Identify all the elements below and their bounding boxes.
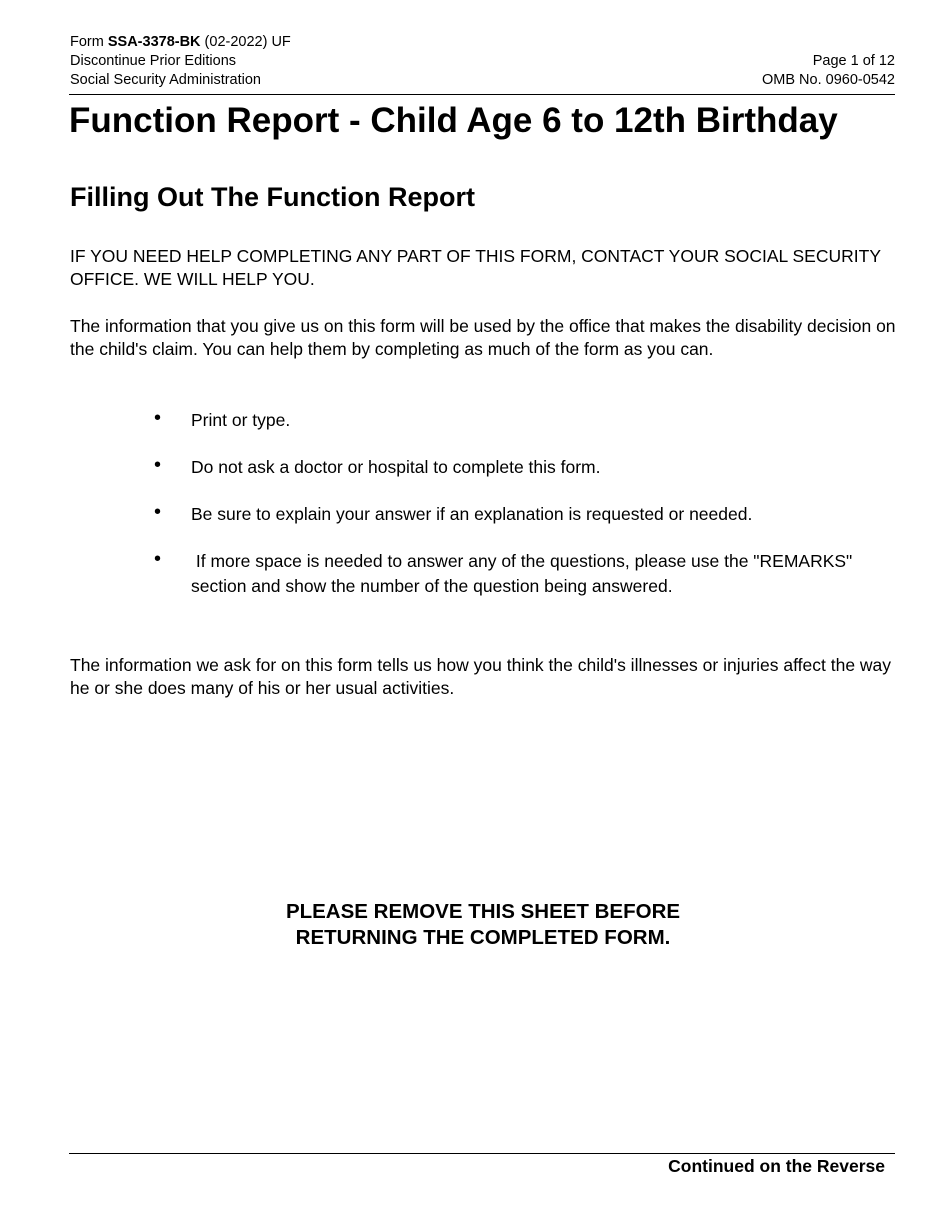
bullet-icon: • bbox=[154, 454, 162, 476]
footer-divider bbox=[69, 1153, 895, 1154]
list-item bbox=[150, 455, 870, 480]
list-item-text: Be sure to explain your answer if an explanation is requested or needed. bbox=[191, 504, 753, 524]
bullet-icon: • bbox=[154, 501, 162, 523]
form-number: SSA-3378-BK bbox=[107, 34, 201, 50]
bullet-icon: • bbox=[154, 407, 162, 429]
list-item bbox=[150, 502, 870, 527]
page-title: Function Report - Child Age 6 to 12th Birthday bbox=[69, 101, 838, 140]
instruction-list bbox=[150, 408, 870, 621]
bullet-icon: • bbox=[154, 548, 162, 570]
form-header-left bbox=[70, 33, 291, 90]
omb-number: OMB No. 0960-0542 bbox=[762, 72, 895, 88]
list-item-text: Print or type. bbox=[191, 410, 291, 430]
continued-note: Continued on the Reverse bbox=[668, 1156, 885, 1176]
usage-paragraph: The information we ask for on this form tells us how you think the child's illnesses or injuries affect the way he or she does many of his or her usual activities. bbox=[70, 655, 892, 698]
info-paragraph: The information that you give us on this form will be used by the office that makes the disability decision on the child's claim. You can help them by completing as much of the form as you can. bbox=[70, 316, 896, 359]
form-edition: (02-2022) UF bbox=[200, 34, 291, 50]
list-item-text: If more space is needed to answer any of the questions, please use the "REMARKS" section and show the number of the question being answered. bbox=[191, 551, 858, 596]
list-item-text: Do not ask a doctor or hospital to complete this form. bbox=[191, 457, 601, 477]
remove-sheet-notice bbox=[0, 899, 950, 951]
list-item bbox=[150, 408, 870, 433]
agency-name: Social Security Administration bbox=[70, 72, 261, 88]
notice-line-1: PLEASE REMOVE THIS SHEET BEFORE bbox=[285, 900, 681, 923]
form-header-right bbox=[762, 52, 895, 90]
discontinue-note: Discontinue Prior Editions bbox=[70, 53, 237, 69]
form-prefix: Form bbox=[70, 34, 108, 50]
form-id-line bbox=[70, 33, 291, 52]
list-item bbox=[150, 549, 870, 599]
notice-line-2: RETURNING THE COMPLETED FORM. bbox=[295, 926, 671, 949]
section-heading: Filling Out The Function Report bbox=[70, 182, 475, 212]
help-paragraph: IF YOU NEED HELP COMPLETING ANY PART OF THIS FORM, CONTACT YOUR SOCIAL SECURITY OFFICE. WE WILL HELP YOU. bbox=[70, 246, 881, 289]
header-divider bbox=[69, 94, 895, 95]
page-number: Page 1 of 12 bbox=[812, 53, 895, 69]
